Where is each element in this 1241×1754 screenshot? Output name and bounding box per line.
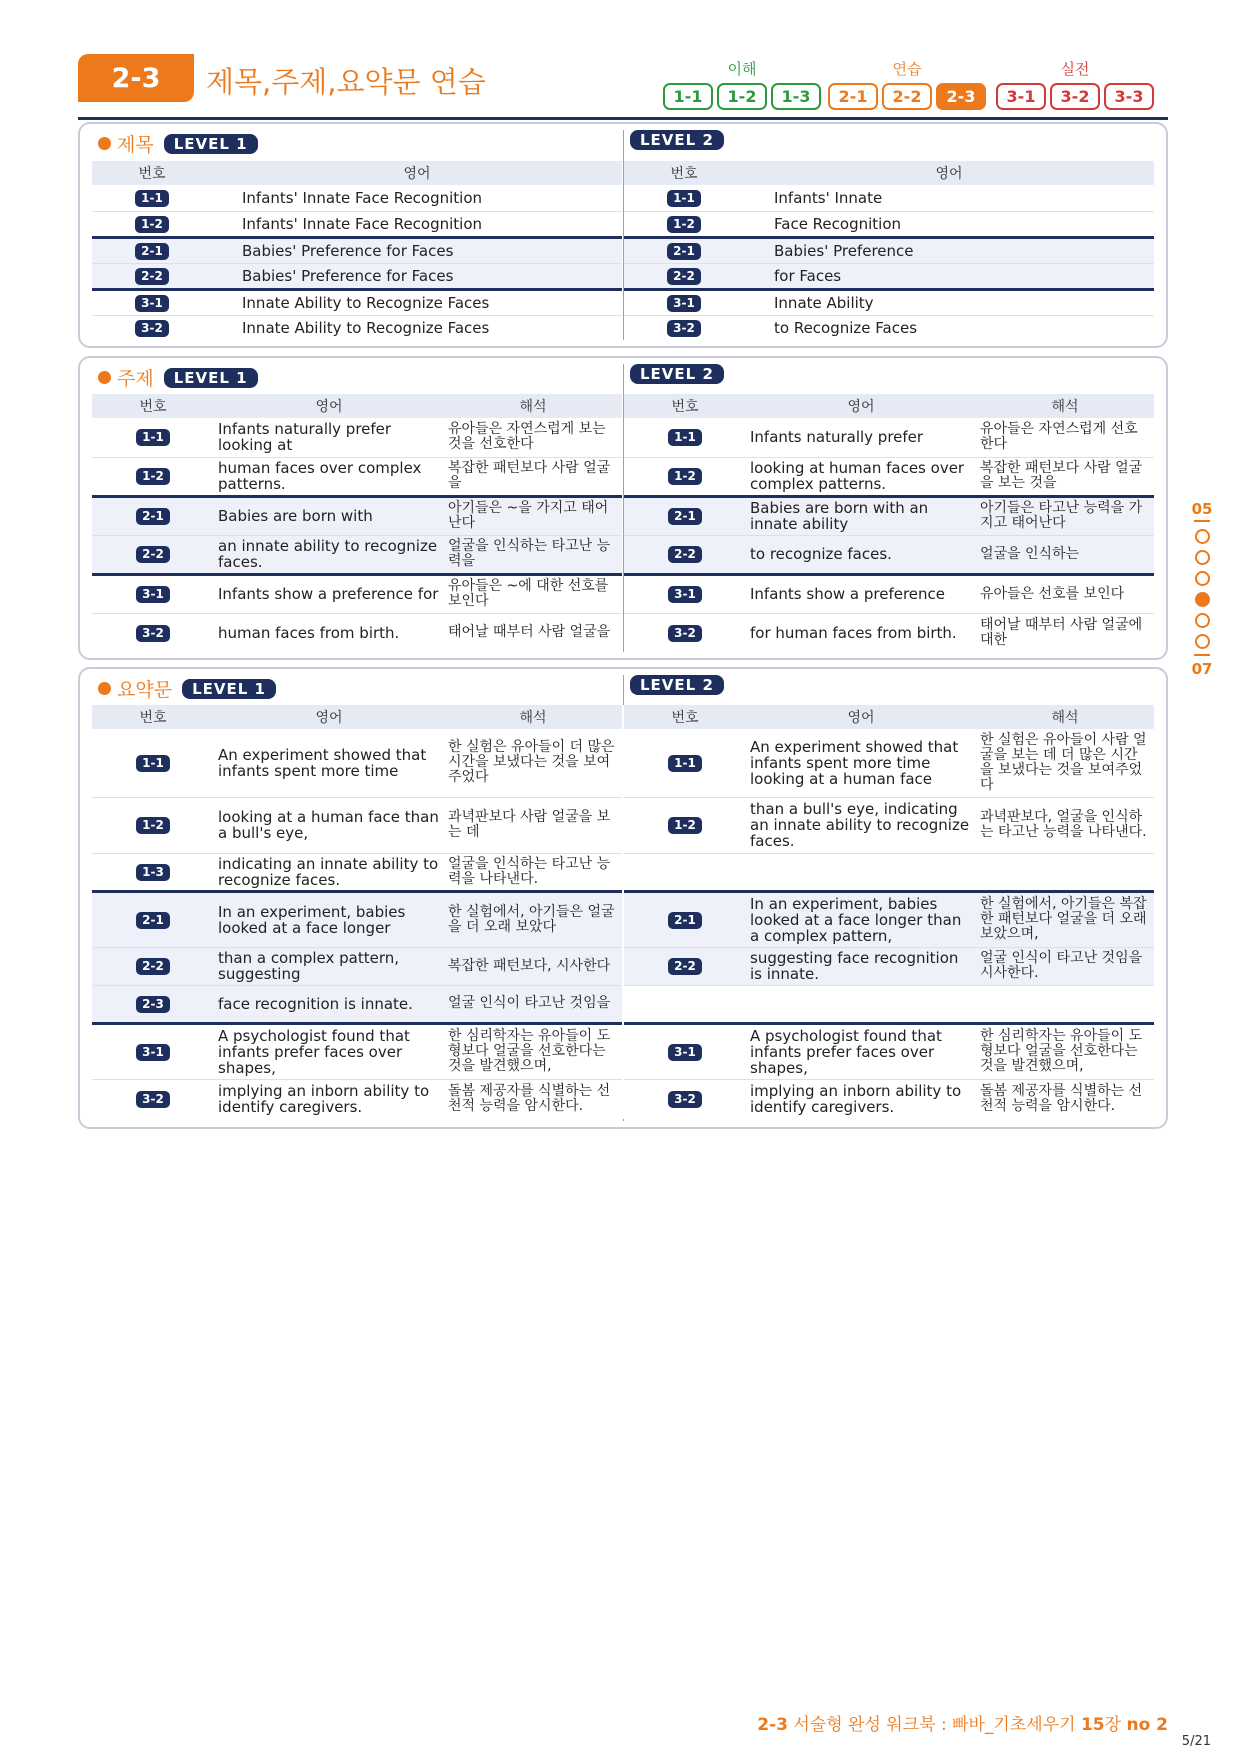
row-number: 3-1 <box>668 1044 702 1061</box>
english-cell: Babies are born with an innate ability <box>746 496 976 535</box>
korean-cell: 얼굴을 인식하는 타고난 능력을 <box>444 535 622 574</box>
korean-cell: 유아들은 ~에 대한 선호를 보인다 <box>444 574 622 613</box>
korean-cell: 아기들은 ~을 가지고 태어난다 <box>444 496 622 535</box>
english-cell: for Faces <box>744 263 1154 289</box>
progress-circle-filled-icon <box>1195 592 1210 607</box>
progress-divider <box>1194 654 1210 656</box>
row-number: 1-1 <box>667 190 701 207</box>
progress-divider <box>1194 520 1210 522</box>
page-title: 제목,주제,요약문 연습 <box>206 65 486 99</box>
section-name: 요약문 <box>117 679 173 701</box>
footer <box>757 1710 1168 1735</box>
footer-text: 서술형 완성 워크북 : 빠바_기초세우기 <box>793 1715 1076 1735</box>
row-number: 2-1 <box>668 912 702 929</box>
english-cell: Innate Ability <box>744 289 1154 315</box>
stage-label: 이해 <box>727 60 757 78</box>
english-cell: Infants naturally prefer <box>746 418 976 457</box>
english-cell: than a bull's eye, indicating an innate ability to recognize faces. <box>746 797 976 853</box>
row-number: 3-2 <box>667 320 701 337</box>
english-cell: Infants' Innate Face Recognition <box>212 211 622 237</box>
row-number: 3-1 <box>667 295 701 312</box>
korean-cell: 한 실험에서, 아기들은 얼굴을 더 오래 보았다 <box>444 891 622 947</box>
english-cell: looking at human faces over complex patterns. <box>750 459 965 493</box>
english-cell: Infants' Innate <box>744 185 1154 211</box>
row-number: 3-2 <box>136 1091 170 1108</box>
col-header-num: 번호 <box>624 394 746 418</box>
english-cell: for human faces from birth. <box>750 623 957 642</box>
korean-cell: 얼굴을 인식하는 <box>976 535 1154 574</box>
col-header-num: 번호 <box>624 161 744 185</box>
stage-chip-1-3[interactable]: 1-3 <box>771 83 821 110</box>
section-name: 주제 <box>117 368 154 390</box>
footer-lesson: 2-3 <box>757 1715 788 1735</box>
english-cell: looking at a human face than a bull's eye, <box>214 797 444 853</box>
row-number: 1-2 <box>668 468 702 485</box>
page-header <box>78 52 1168 122</box>
english-cell: Innate Ability to Recognize Faces <box>212 289 622 315</box>
stage-chip-2-3[interactable]: 2-3 <box>936 83 986 110</box>
side-progress <box>1190 500 1214 678</box>
row-number: 1-2 <box>136 817 170 834</box>
title-section <box>78 122 1168 348</box>
row-number: 1-2 <box>136 468 170 485</box>
level-2-pill: LEVEL 2 <box>630 130 724 150</box>
row-number: 2-1 <box>136 508 170 525</box>
row-number: 2-2 <box>667 268 701 285</box>
progress-circle-icon <box>1195 571 1210 586</box>
row-number: 3-2 <box>668 625 702 642</box>
stage-label: 연습 <box>892 60 922 78</box>
progress-bottom-label: 07 <box>1191 660 1213 678</box>
english-cell: human faces from birth. <box>218 623 400 642</box>
korean-cell: 얼굴 인식이 타고난 것임을 시사한다. <box>976 947 1154 985</box>
english-cell: An experiment showed that infants spent more time looking at a human face <box>746 729 976 797</box>
stage-label: 실전 <box>1060 60 1090 78</box>
col-header-ko: 해석 <box>976 705 1154 729</box>
korean-cell: 한 실험은 유아들이 더 많은 시간을 보냈다는 것을 보여주었다 <box>444 729 622 797</box>
row-number: 3-2 <box>135 320 169 337</box>
progress-circle-icon <box>1195 634 1210 649</box>
title-table-level2 <box>624 161 1154 341</box>
english-cell: Innate Ability to Recognize Faces <box>242 319 490 338</box>
row-number: 1-2 <box>135 216 169 233</box>
level-1-pill: LEVEL 1 <box>182 679 276 699</box>
bullet-icon <box>98 371 111 384</box>
col-header-eng: 영어 <box>214 705 444 729</box>
english-cell: Babies' Preference for Faces <box>212 237 622 263</box>
korean-cell: 과녁판보다, 얼굴을 인식하는 타고난 능력을 나타낸다. <box>976 797 1154 853</box>
row-number: 1-2 <box>667 216 701 233</box>
english-cell: Infants naturally prefer looking at <box>214 418 444 457</box>
title-table-level1 <box>92 161 622 341</box>
col-header-eng: 영어 <box>214 394 444 418</box>
english-cell: An experiment showed that infants spent more time <box>214 729 444 797</box>
level-2-pill: LEVEL 2 <box>630 364 724 384</box>
row-number: 1-1 <box>668 429 702 446</box>
korean-cell: 한 실험은 유아들이 사람 얼굴을 보는 데 더 많은 시간을 보냈다는 것을 보여주었다 <box>976 729 1154 797</box>
english-cell: Infants show a preference for <box>214 574 444 613</box>
progress-circle-icon <box>1195 613 1210 628</box>
section-name: 제목 <box>117 134 154 156</box>
stage-real <box>996 58 1154 110</box>
col-header-num: 번호 <box>624 705 746 729</box>
row-number: 1-1 <box>136 429 170 446</box>
korean-cell: 한 심리학자는 유아들이 도형보다 얼굴을 선호한다는 것을 발견했으며, <box>444 1023 622 1079</box>
korean-cell: 태어날 때부터 사람 얼굴을 <box>448 624 611 641</box>
english-cell: In an experiment, babies looked at a face longer <box>214 891 444 947</box>
english-cell: human faces over complex patterns. <box>218 459 422 493</box>
stage-chip-1-1[interactable]: 1-1 <box>663 83 713 110</box>
col-header-ko: 해석 <box>444 705 622 729</box>
bullet-icon <box>98 137 111 150</box>
korean-cell: 유아들은 자연스럽게 선호한다 <box>976 418 1154 457</box>
row-number: 2-2 <box>135 268 169 285</box>
row-number: 2-2 <box>668 546 702 563</box>
row-number: 1-1 <box>135 190 169 207</box>
col-header-eng: 영어 <box>212 161 622 185</box>
english-cell: face recognition is innate. <box>214 985 444 1023</box>
english-cell: than a complex pattern, suggesting <box>214 947 444 985</box>
progress-circle-icon <box>1195 550 1210 565</box>
footer-chapter-suffix: 장 <box>1104 1715 1122 1735</box>
korean-cell: 아기들은 타고난 능력을 가지고 태어난다 <box>976 496 1154 535</box>
topic-table-level1 <box>92 394 622 652</box>
row-number: 2-2 <box>136 958 170 975</box>
row-number: 2-1 <box>136 912 170 929</box>
stage-practice <box>828 58 986 110</box>
row-number: 3-2 <box>668 1091 702 1108</box>
english-cell: Infants' Innate Face Recognition <box>212 185 622 211</box>
row-number: 2-3 <box>136 996 170 1013</box>
progress-circle-icon <box>1195 529 1210 544</box>
stage-chip-3-3[interactable]: 3-3 <box>1104 83 1154 110</box>
stage-understand <box>663 58 821 110</box>
english-cell: Babies are born with <box>214 496 444 535</box>
col-header-eng: 영어 <box>746 394 976 418</box>
row-number: 2-2 <box>668 958 702 975</box>
col-header-eng: 영어 <box>746 705 976 729</box>
level-1-pill: LEVEL 1 <box>164 368 258 388</box>
row-number: 3-2 <box>136 625 170 642</box>
english-cell: Babies' Preference <box>744 237 1154 263</box>
english-cell: A psychologist found that infants prefer faces over shapes, <box>214 1023 444 1079</box>
topic-section <box>78 356 1168 660</box>
level-2-pill: LEVEL 2 <box>630 675 724 695</box>
col-header-ko: 해석 <box>976 394 1154 418</box>
col-header-eng: 영어 <box>744 161 1154 185</box>
page-number: 5/21 <box>1181 1734 1211 1749</box>
col-header-ko: 해석 <box>444 394 622 418</box>
row-number: 3-1 <box>136 586 170 603</box>
english-cell: implying an inborn ability to identify caregivers. <box>218 1082 430 1117</box>
row-number: 3-1 <box>135 295 169 312</box>
row-number: 2-1 <box>135 243 169 260</box>
korean-cell: 얼굴 인식이 타고난 것임을 <box>444 985 622 1023</box>
col-header-num: 번호 <box>92 394 214 418</box>
header-rule <box>78 117 1168 120</box>
stage-chip-1-2[interactable]: 1-2 <box>717 83 767 110</box>
stage-chip-2-1[interactable]: 2-1 <box>828 83 878 110</box>
row-number: 1-2 <box>668 817 702 834</box>
english-cell: Babies' Preference for Faces <box>212 263 622 289</box>
stage-chip-2-2[interactable]: 2-2 <box>882 83 932 110</box>
english-cell: to recognize faces. <box>746 535 976 574</box>
english-cell: A psychologist found that infants prefer faces over shapes, <box>746 1023 976 1079</box>
bullet-icon <box>98 682 111 695</box>
korean-cell: 유아들은 자연스럽게 보는 것을 선호한다 <box>444 418 622 457</box>
english-cell: an innate ability to recognize faces. <box>214 535 444 574</box>
row-number: 1-3 <box>136 864 170 881</box>
stage-chip-3-2[interactable]: 3-2 <box>1050 83 1100 110</box>
korean-cell: 과녁판보다 사람 얼굴을 보는 데 <box>444 797 622 853</box>
korean-cell: 태어날 때부터 사람 얼굴에 대한 <box>980 616 1143 648</box>
footer-number: no 2 <box>1126 1715 1168 1735</box>
topic-table-level2 <box>624 394 1154 652</box>
korean-cell: 돌봄 제공자를 식별하는 선천적 능력을 암시한다. <box>448 1083 611 1115</box>
korean-cell: 유아들은 선호를 보인다 <box>976 574 1154 613</box>
row-number: 3-1 <box>668 586 702 603</box>
korean-cell: 돌봄 제공자를 식별하는 선천적 능력을 암시한다. <box>980 1083 1143 1115</box>
summary-table <box>92 705 1154 1119</box>
row-number: 2-1 <box>667 243 701 260</box>
english-cell: implying an inborn ability to identify caregivers. <box>750 1082 962 1117</box>
row-number: 2-1 <box>668 508 702 525</box>
korean-cell: 한 실험에서, 아기들은 복잡한 패턴보다 얼굴을 더 오래 보았으며, <box>976 891 1154 947</box>
progress-top-label: 05 <box>1191 500 1213 518</box>
english-cell: to Recognize Faces <box>774 319 918 338</box>
row-number: 2-2 <box>136 546 170 563</box>
korean-cell: 복잡한 패턴보다 사람 얼굴을 보는 것을 <box>980 460 1143 491</box>
col-header-num: 번호 <box>92 705 214 729</box>
footer-chapter: 15 <box>1080 1715 1105 1735</box>
english-cell: indicating an innate ability to recognize faces. <box>218 854 439 889</box>
english-cell: suggesting face recognition is innate. <box>746 947 976 985</box>
level-1-pill: LEVEL 1 <box>164 134 258 154</box>
stage-chip-3-1[interactable]: 3-1 <box>996 83 1046 110</box>
col-header-num: 번호 <box>92 161 212 185</box>
lesson-badge: 2-3 <box>78 54 194 102</box>
korean-cell: 얼굴을 인식하는 타고난 능력을 나타낸다. <box>448 855 611 887</box>
row-number: 3-1 <box>136 1044 170 1061</box>
korean-cell: 한 심리학자는 유아들이 도형보다 얼굴을 선호한다는 것을 발견했으며, <box>976 1023 1154 1079</box>
korean-cell: 복잡한 패턴보다, 시사한다 <box>444 947 622 985</box>
row-number: 1-1 <box>136 755 170 772</box>
korean-cell: 복잡한 패턴보다 사람 얼굴을 <box>448 460 611 491</box>
english-cell: Face Recognition <box>744 211 1154 237</box>
english-cell: In an experiment, babies looked at a face longer than a complex pattern, <box>746 891 976 947</box>
row-number: 1-1 <box>668 755 702 772</box>
english-cell: Infants show a preference <box>746 574 976 613</box>
summary-section <box>78 667 1168 1129</box>
